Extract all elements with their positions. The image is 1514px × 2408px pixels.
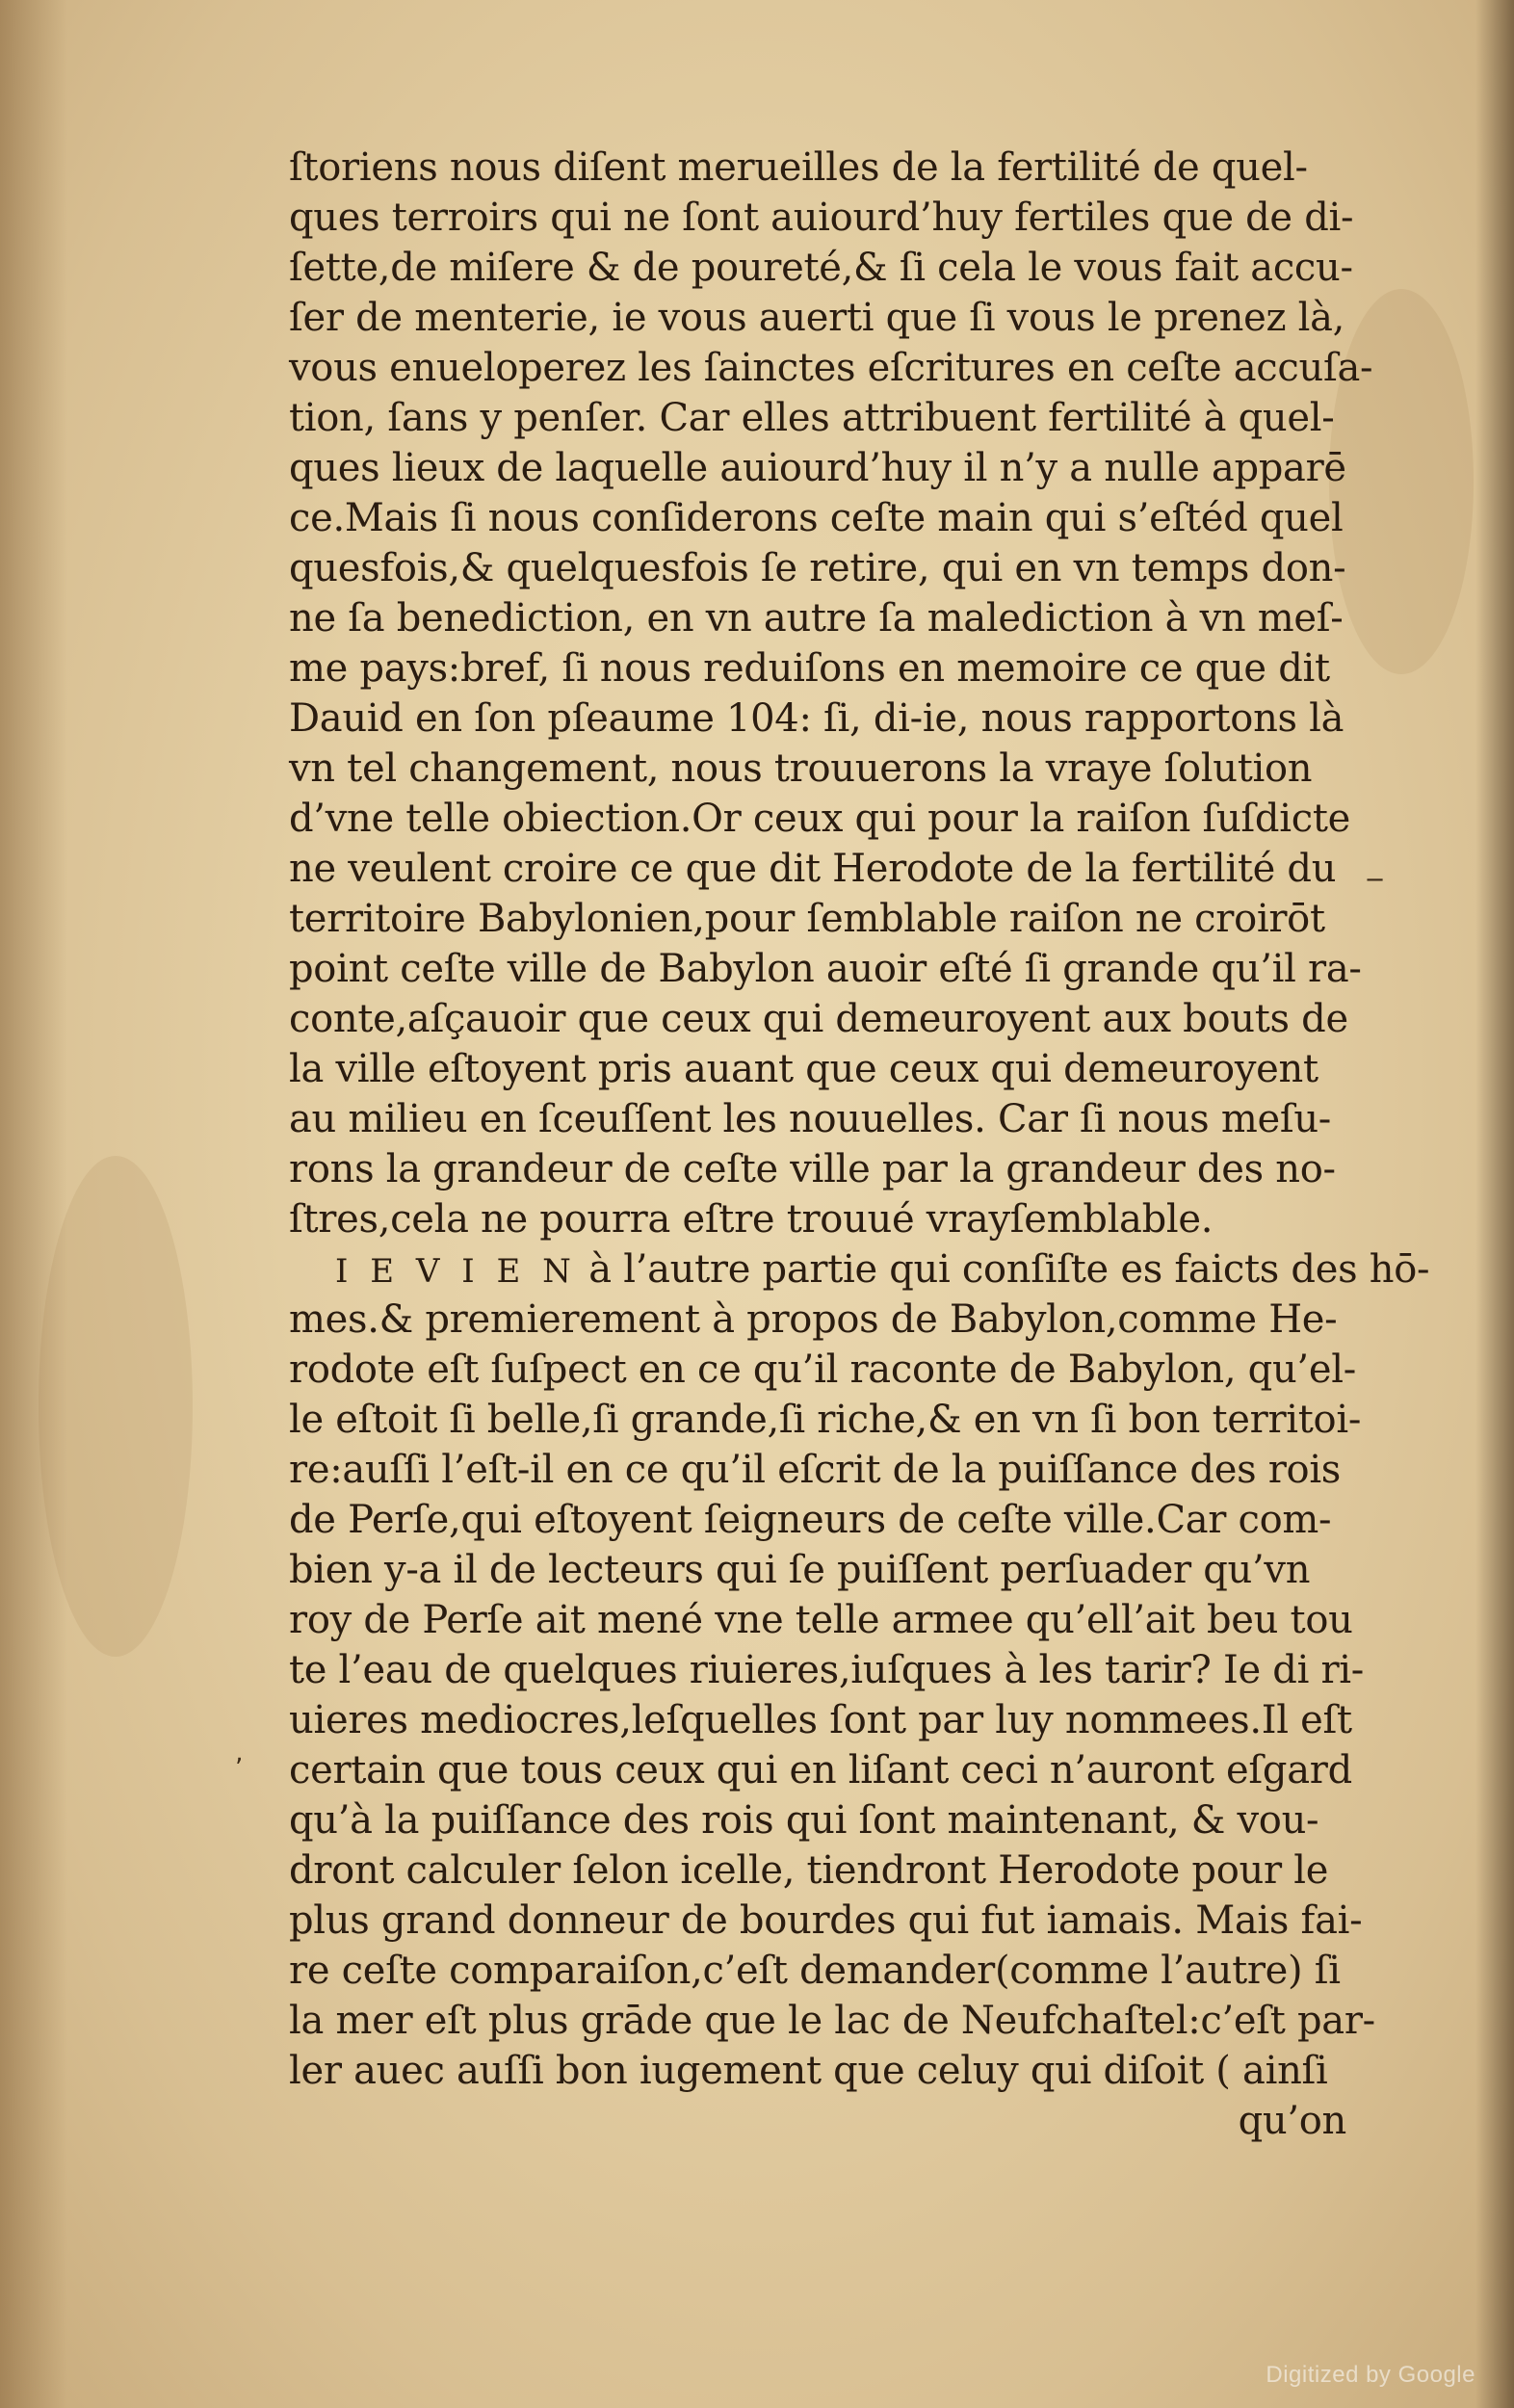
text-line: quesfois,& quelquesfois ſe retire, qui en vn temps don- xyxy=(289,546,1346,590)
paragraph-start-line xyxy=(289,1244,1430,1295)
text-line: roy de Perſe ait mené vne telle armee qu’ell’ait beu tou xyxy=(289,1598,1353,1642)
text-line: re:auſſi l’eſt-il en ce qu’il eſcrit de la puiſſance des rois xyxy=(289,1448,1342,1492)
initial-smallcaps: I E V I E N xyxy=(335,1252,577,1291)
text-line: mes.& premierement à propos de Babylon,comme He- xyxy=(289,1297,1338,1342)
text-line: ne veulent croire ce que dit Herodote de la fertilité du xyxy=(289,847,1337,891)
text-line: rons la grandeur de ceſte ville par la grandeur des no- xyxy=(289,1147,1336,1191)
text-line: territoire Babylonien,pour ſemblable raiſon ne croirōt xyxy=(289,897,1325,941)
text-line: vous enueloperez les ſainctes eſcritures en ceſte accuſa- xyxy=(289,346,1373,390)
paper-stain xyxy=(39,1156,193,1657)
text-line: te l’eau de quelques riuieres,iuſques à les tarir? Ie di ri- xyxy=(289,1648,1365,1692)
text-line: ques lieux de laquelle auiourd’huy il n’y a nulle apparē xyxy=(289,446,1346,490)
text-line: bien y-a il de lecteurs qui ſe puiſſent perſuader qu’vn xyxy=(289,1548,1311,1592)
text-line: le eſtoit ſi belle,ſi grande,ſi riche,& en vn ſi bon territoi- xyxy=(289,1398,1362,1442)
text-line: tion, ſans y penſer. Car elles attribuent fertilité à quel- xyxy=(289,396,1335,440)
text-line: vn tel changement, nous trouuerons la vraye ſolution xyxy=(289,746,1313,791)
text-line: d’vne telle obiection.Or ceux qui pour la raiſon ſuſdicte xyxy=(289,797,1350,841)
text-line: de Perſe,qui eſtoyent ſeigneurs de ceſte ville.Car com- xyxy=(289,1498,1332,1542)
text-line: plus grand donneur de bourdes qui fut iamais. Mais fai- xyxy=(289,1898,1363,1943)
text-line: me pays:bref, ſi nous reduiſons en memoire ce que dit xyxy=(289,646,1330,691)
text-line: dront calculer ſelon icelle, tiendront Herodote pour le xyxy=(289,1848,1329,1893)
text-line: la mer eſt plus grāde que le lac de Neufchaſtel:c’eſt par- xyxy=(289,1999,1375,2043)
text-line: ſette,de miſere & de poureté,& ſi cela le vous fait accu- xyxy=(289,246,1353,290)
text-line: ler auec auſſi bon iugement que celuy qui diſoit ( ainſi xyxy=(289,2049,1328,2093)
text-line: uieres mediocres,leſquelles ſont par luy nommees.Il eſt xyxy=(289,1698,1352,1742)
catchword: qu’on xyxy=(1238,2099,1346,2143)
margin-dash-mark: ‒ xyxy=(1366,862,1385,896)
text-line: qu’à la puiſſance des rois qui ſont maintenant, & vou- xyxy=(289,1798,1319,1843)
text-line: ſtres,cela ne pourra eſtre trouué vrayſemblable. xyxy=(289,1197,1214,1242)
text-line: conte,aſçauoir que ceux qui demeuroyent aux bouts de xyxy=(289,997,1348,1041)
text-line: ques terroirs qui ne ſont auiourd’huy fertiles que de di- xyxy=(289,196,1354,240)
text-line: certain que tous ceux qui en liſant ceci n’auront eſgard xyxy=(289,1748,1352,1793)
text-line: ſer de menterie, ie vous auerti que ſi vous le prenez là, xyxy=(289,296,1345,340)
text-line: Dauid en ſon pſeaume 104: ſi, di-ie, nous rapportons là xyxy=(289,696,1344,741)
text-line: point ceſte ville de Babylon auoir eſté ſi grande qu’il ra- xyxy=(289,947,1362,991)
page-text xyxy=(289,143,1430,2146)
text-line: la ville eſtoyent pris auant que ceux qui demeuroyent xyxy=(289,1047,1318,1091)
margin-tick-mark: ‚ xyxy=(235,1739,244,1767)
digitized-watermark: Digitized by Google xyxy=(1266,2362,1475,2388)
text-line: rodote eſt ſuſpect en ce qu’il raconte de Babylon, qu’el- xyxy=(289,1348,1356,1392)
text-line: au milieu en ſceuſſent les nouuelles. Car ſi nous meſu- xyxy=(289,1097,1331,1141)
text-line: ce.Mais ſi nous conſiderons ceſte main qui s’eſtéd quel xyxy=(289,496,1344,540)
text-line: ſtoriens nous diſent merueilles de la fertilité de quel- xyxy=(289,145,1308,190)
text-line: ne ſa benediction, en vn autre ſa malediction à vn meſ- xyxy=(289,596,1344,641)
text-line: re ceſte comparaiſon,c’eſt demander(comme l’autre) ſi xyxy=(289,1949,1341,1993)
paragraph-start-text: à l’autre partie qui conſiſte es faicts des hō- xyxy=(576,1247,1430,1292)
